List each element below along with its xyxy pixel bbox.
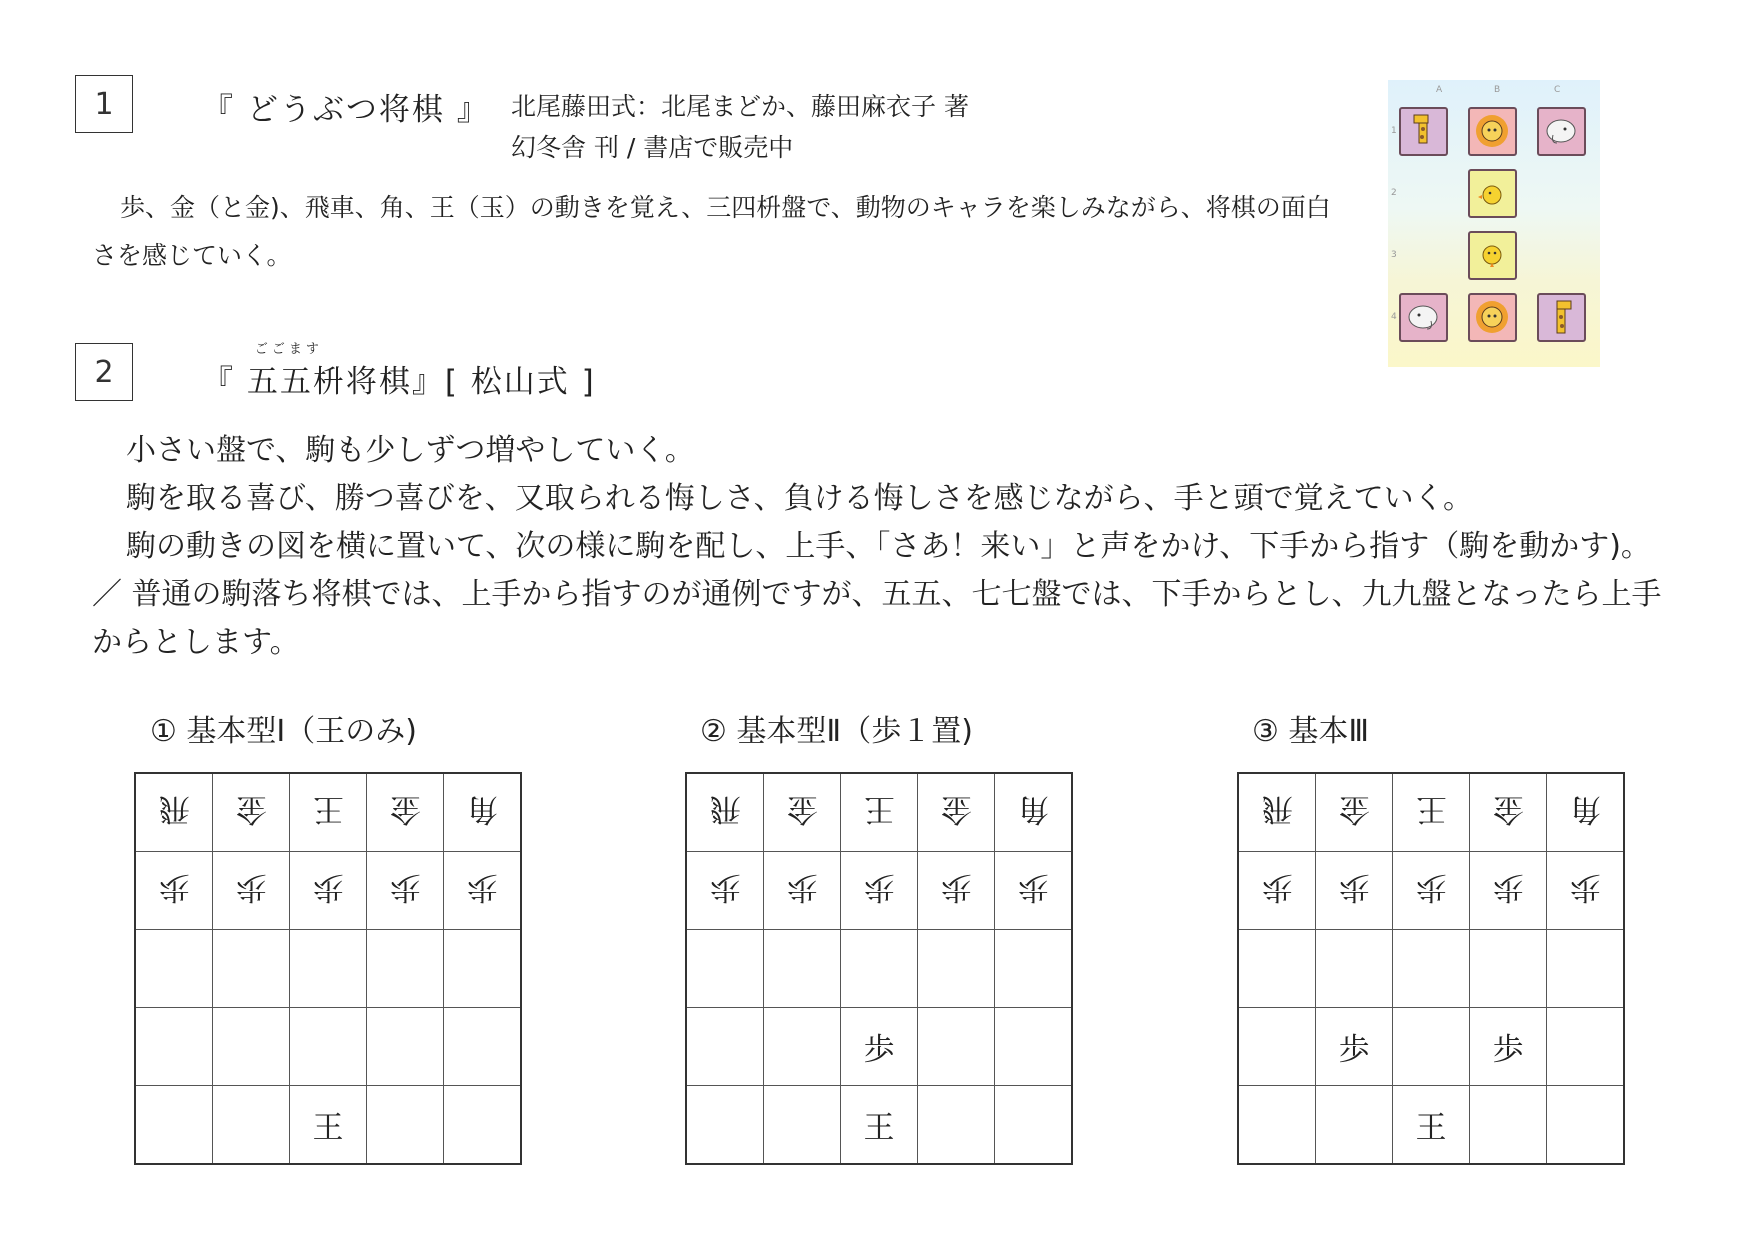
board-cell bbox=[995, 1008, 1073, 1086]
column-label-c: C bbox=[1554, 85, 1561, 95]
section2-title-rest: 将棋』[ 松山式 ] bbox=[345, 364, 596, 400]
piece-fu-gote: 歩 bbox=[940, 869, 972, 905]
section1-description: 歩、金（と金)、飛車、角、王（玉）の動きを覚え、三四枡盤で、動物のキャラを楽しみながら、将棋の面白さを感じていく。 bbox=[92, 193, 1331, 270]
board-cell bbox=[135, 1008, 213, 1086]
piece-hisha-gote: 飛 bbox=[1261, 791, 1293, 827]
board-cell bbox=[290, 1008, 367, 1086]
shogi-board-3 bbox=[1237, 772, 1625, 1165]
board-cell bbox=[1547, 1008, 1625, 1086]
board-cell bbox=[213, 930, 290, 1008]
column-label-b: B bbox=[1494, 85, 1501, 95]
section2-title-main: 五五枡 bbox=[246, 364, 346, 400]
piece-kaku-gote: 角 bbox=[466, 791, 498, 827]
shogi-board-2 bbox=[685, 772, 1073, 1165]
piece-ou-gote: 王 bbox=[312, 791, 344, 827]
board-cell bbox=[444, 930, 522, 1008]
board-row-gote-pawns bbox=[1238, 852, 1624, 930]
board-2-caption: ② 基本型Ⅱ（歩１置) bbox=[700, 714, 973, 749]
piece-fu-gote: 歩 bbox=[1415, 869, 1447, 905]
board-cell: 王 bbox=[290, 1086, 367, 1165]
board-row-5 bbox=[135, 1086, 521, 1165]
board-cell bbox=[1238, 1008, 1316, 1086]
board-row-3 bbox=[686, 930, 1072, 1008]
piece-hisha-gote: 飛 bbox=[709, 791, 741, 827]
board-cell bbox=[1470, 930, 1547, 1008]
piece-kin-gote: 金 bbox=[1338, 791, 1370, 827]
piece-kaku-gote: 角 bbox=[1017, 791, 1049, 827]
board-row-5 bbox=[1238, 1086, 1624, 1165]
board-cell: 王 bbox=[841, 1086, 918, 1165]
board-cell bbox=[1547, 930, 1625, 1008]
board-cell: 歩 bbox=[1470, 1008, 1547, 1086]
piece-ou-gote: 王 bbox=[1415, 791, 1447, 827]
board-cell bbox=[764, 1086, 841, 1165]
lion-icon bbox=[1468, 107, 1517, 156]
piece-fu-gote: 歩 bbox=[389, 869, 421, 905]
board-cell bbox=[213, 1086, 290, 1165]
piece-kin-gote: 金 bbox=[1492, 791, 1524, 827]
piece-fu-gote: 歩 bbox=[466, 869, 498, 905]
section2-ruby: ごごます bbox=[254, 342, 323, 357]
section2-description bbox=[92, 427, 1672, 667]
section2-title-open: 『 bbox=[202, 364, 247, 400]
board-cell bbox=[444, 1008, 522, 1086]
board-cell bbox=[1547, 1086, 1625, 1165]
section2-line-2: 駒を取る喜び、勝つ喜びを、又取られる悔しさ、負ける悔しさを感じながら、手と頭で覚えていく。 bbox=[126, 481, 1473, 516]
board-cell bbox=[995, 930, 1073, 1008]
board-cell bbox=[1238, 930, 1316, 1008]
section2-line-1: 小さい盤で、駒も少しずつ増やしていく。 bbox=[126, 433, 695, 468]
piece-fu-gote: 歩 bbox=[863, 869, 895, 905]
board-cell bbox=[1393, 930, 1470, 1008]
board-cell bbox=[1238, 1086, 1316, 1165]
board-row-gote-back bbox=[686, 773, 1072, 852]
piece-fu-gote: 歩 bbox=[1569, 869, 1601, 905]
board-cell bbox=[367, 1008, 444, 1086]
board-cell bbox=[995, 1086, 1073, 1165]
section-number-1: 1 bbox=[75, 75, 133, 133]
piece-fu-gote: 歩 bbox=[1492, 869, 1524, 905]
piece-fu-gote: 歩 bbox=[786, 869, 818, 905]
section1-publisher: 幻冬舎 刊 / 書店で販売中 bbox=[511, 133, 794, 162]
board-cell bbox=[444, 1086, 522, 1165]
board-cell: 歩 bbox=[1316, 1008, 1393, 1086]
chick-icon bbox=[1468, 231, 1517, 280]
board-cell bbox=[918, 930, 995, 1008]
section2-title-ruby-base bbox=[246, 342, 346, 401]
board-cell bbox=[290, 930, 367, 1008]
piece-fu-gote: 歩 bbox=[1338, 869, 1370, 905]
board-cell bbox=[686, 1008, 764, 1086]
board-cell bbox=[1316, 1086, 1393, 1165]
board-cell bbox=[764, 930, 841, 1008]
board-row-3 bbox=[135, 930, 521, 1008]
row-label-1: 1 bbox=[1391, 126, 1397, 136]
board-cell bbox=[841, 930, 918, 1008]
piece-kaku-gote: 角 bbox=[1569, 791, 1601, 827]
board-cell bbox=[213, 1008, 290, 1086]
board-cell bbox=[367, 930, 444, 1008]
board-row-4 bbox=[135, 1008, 521, 1086]
piece-kin-gote: 金 bbox=[389, 791, 421, 827]
piece-fu-gote: 歩 bbox=[312, 869, 344, 905]
board-row-gote-pawns bbox=[135, 852, 521, 930]
piece-ou-gote: 王 bbox=[863, 791, 895, 827]
elephant-icon bbox=[1537, 107, 1586, 156]
piece-hisha-gote: 飛 bbox=[158, 791, 190, 827]
board-3-caption: ③ 基本Ⅲ bbox=[1252, 714, 1370, 749]
piece-fu-gote: 歩 bbox=[709, 869, 741, 905]
board-cell bbox=[686, 930, 764, 1008]
board-1-caption: ① 基本型Ⅰ（王のみ) bbox=[150, 714, 417, 749]
board-row-4 bbox=[1238, 1008, 1624, 1086]
board-cell bbox=[1316, 930, 1393, 1008]
board-row-3 bbox=[1238, 930, 1624, 1008]
board-cell bbox=[135, 930, 213, 1008]
board-cell bbox=[764, 1008, 841, 1086]
shogi-board-1 bbox=[134, 772, 522, 1165]
board-cell bbox=[1393, 1008, 1470, 1086]
board-row-gote-back bbox=[1238, 773, 1624, 852]
row-label-2: 2 bbox=[1391, 188, 1397, 198]
piece-fu-gote: 歩 bbox=[235, 869, 267, 905]
row-label-3: 3 bbox=[1391, 250, 1397, 260]
elephant-icon bbox=[1399, 293, 1448, 342]
row-label-4: 4 bbox=[1391, 312, 1397, 322]
section2-line-3: 駒の動きの図を横に置いて、次の様に駒を配し、上手、「さあ！来い」と声をかけ、下手から指す（駒を動かす)。／ 普通の駒落ち将棋では、上手から指すのが通例ですが、五五、七七盤では、下手からとし、九九盤となったら上手からとします。 bbox=[92, 529, 1662, 660]
piece-kin-gote: 金 bbox=[786, 791, 818, 827]
board-row-gote-back bbox=[135, 773, 521, 852]
section-number-2: 2 bbox=[75, 343, 133, 401]
board-cell bbox=[367, 1086, 444, 1165]
section2-title bbox=[202, 342, 596, 401]
doubutsu-shogi-board-icon bbox=[1388, 80, 1600, 367]
piece-kin-gote: 金 bbox=[940, 791, 972, 827]
piece-fu-gote: 歩 bbox=[1017, 869, 1049, 905]
board-cell: 王 bbox=[1393, 1086, 1470, 1165]
board-cell bbox=[918, 1008, 995, 1086]
piece-kin-gote: 金 bbox=[235, 791, 267, 827]
section1-title: 『 どうぶつ将棋 』 bbox=[202, 92, 490, 128]
lion-icon bbox=[1468, 293, 1517, 342]
section1-authors: 北尾藤田式：北尾まどか、藤田麻衣子 著 bbox=[511, 92, 969, 121]
board-cell bbox=[686, 1086, 764, 1165]
board-row-5 bbox=[686, 1086, 1072, 1165]
board-cell bbox=[918, 1086, 995, 1165]
board-cell: 歩 bbox=[841, 1008, 918, 1086]
board-cell bbox=[1470, 1086, 1547, 1165]
giraffe-icon bbox=[1537, 293, 1586, 342]
board-cell bbox=[135, 1086, 213, 1165]
piece-fu-gote: 歩 bbox=[158, 869, 190, 905]
board-row-4 bbox=[686, 1008, 1072, 1086]
giraffe-icon bbox=[1399, 107, 1448, 156]
piece-fu-gote: 歩 bbox=[1261, 869, 1293, 905]
column-label-a: A bbox=[1436, 85, 1443, 95]
board-row-gote-pawns bbox=[686, 852, 1072, 930]
chick-icon bbox=[1468, 169, 1517, 218]
